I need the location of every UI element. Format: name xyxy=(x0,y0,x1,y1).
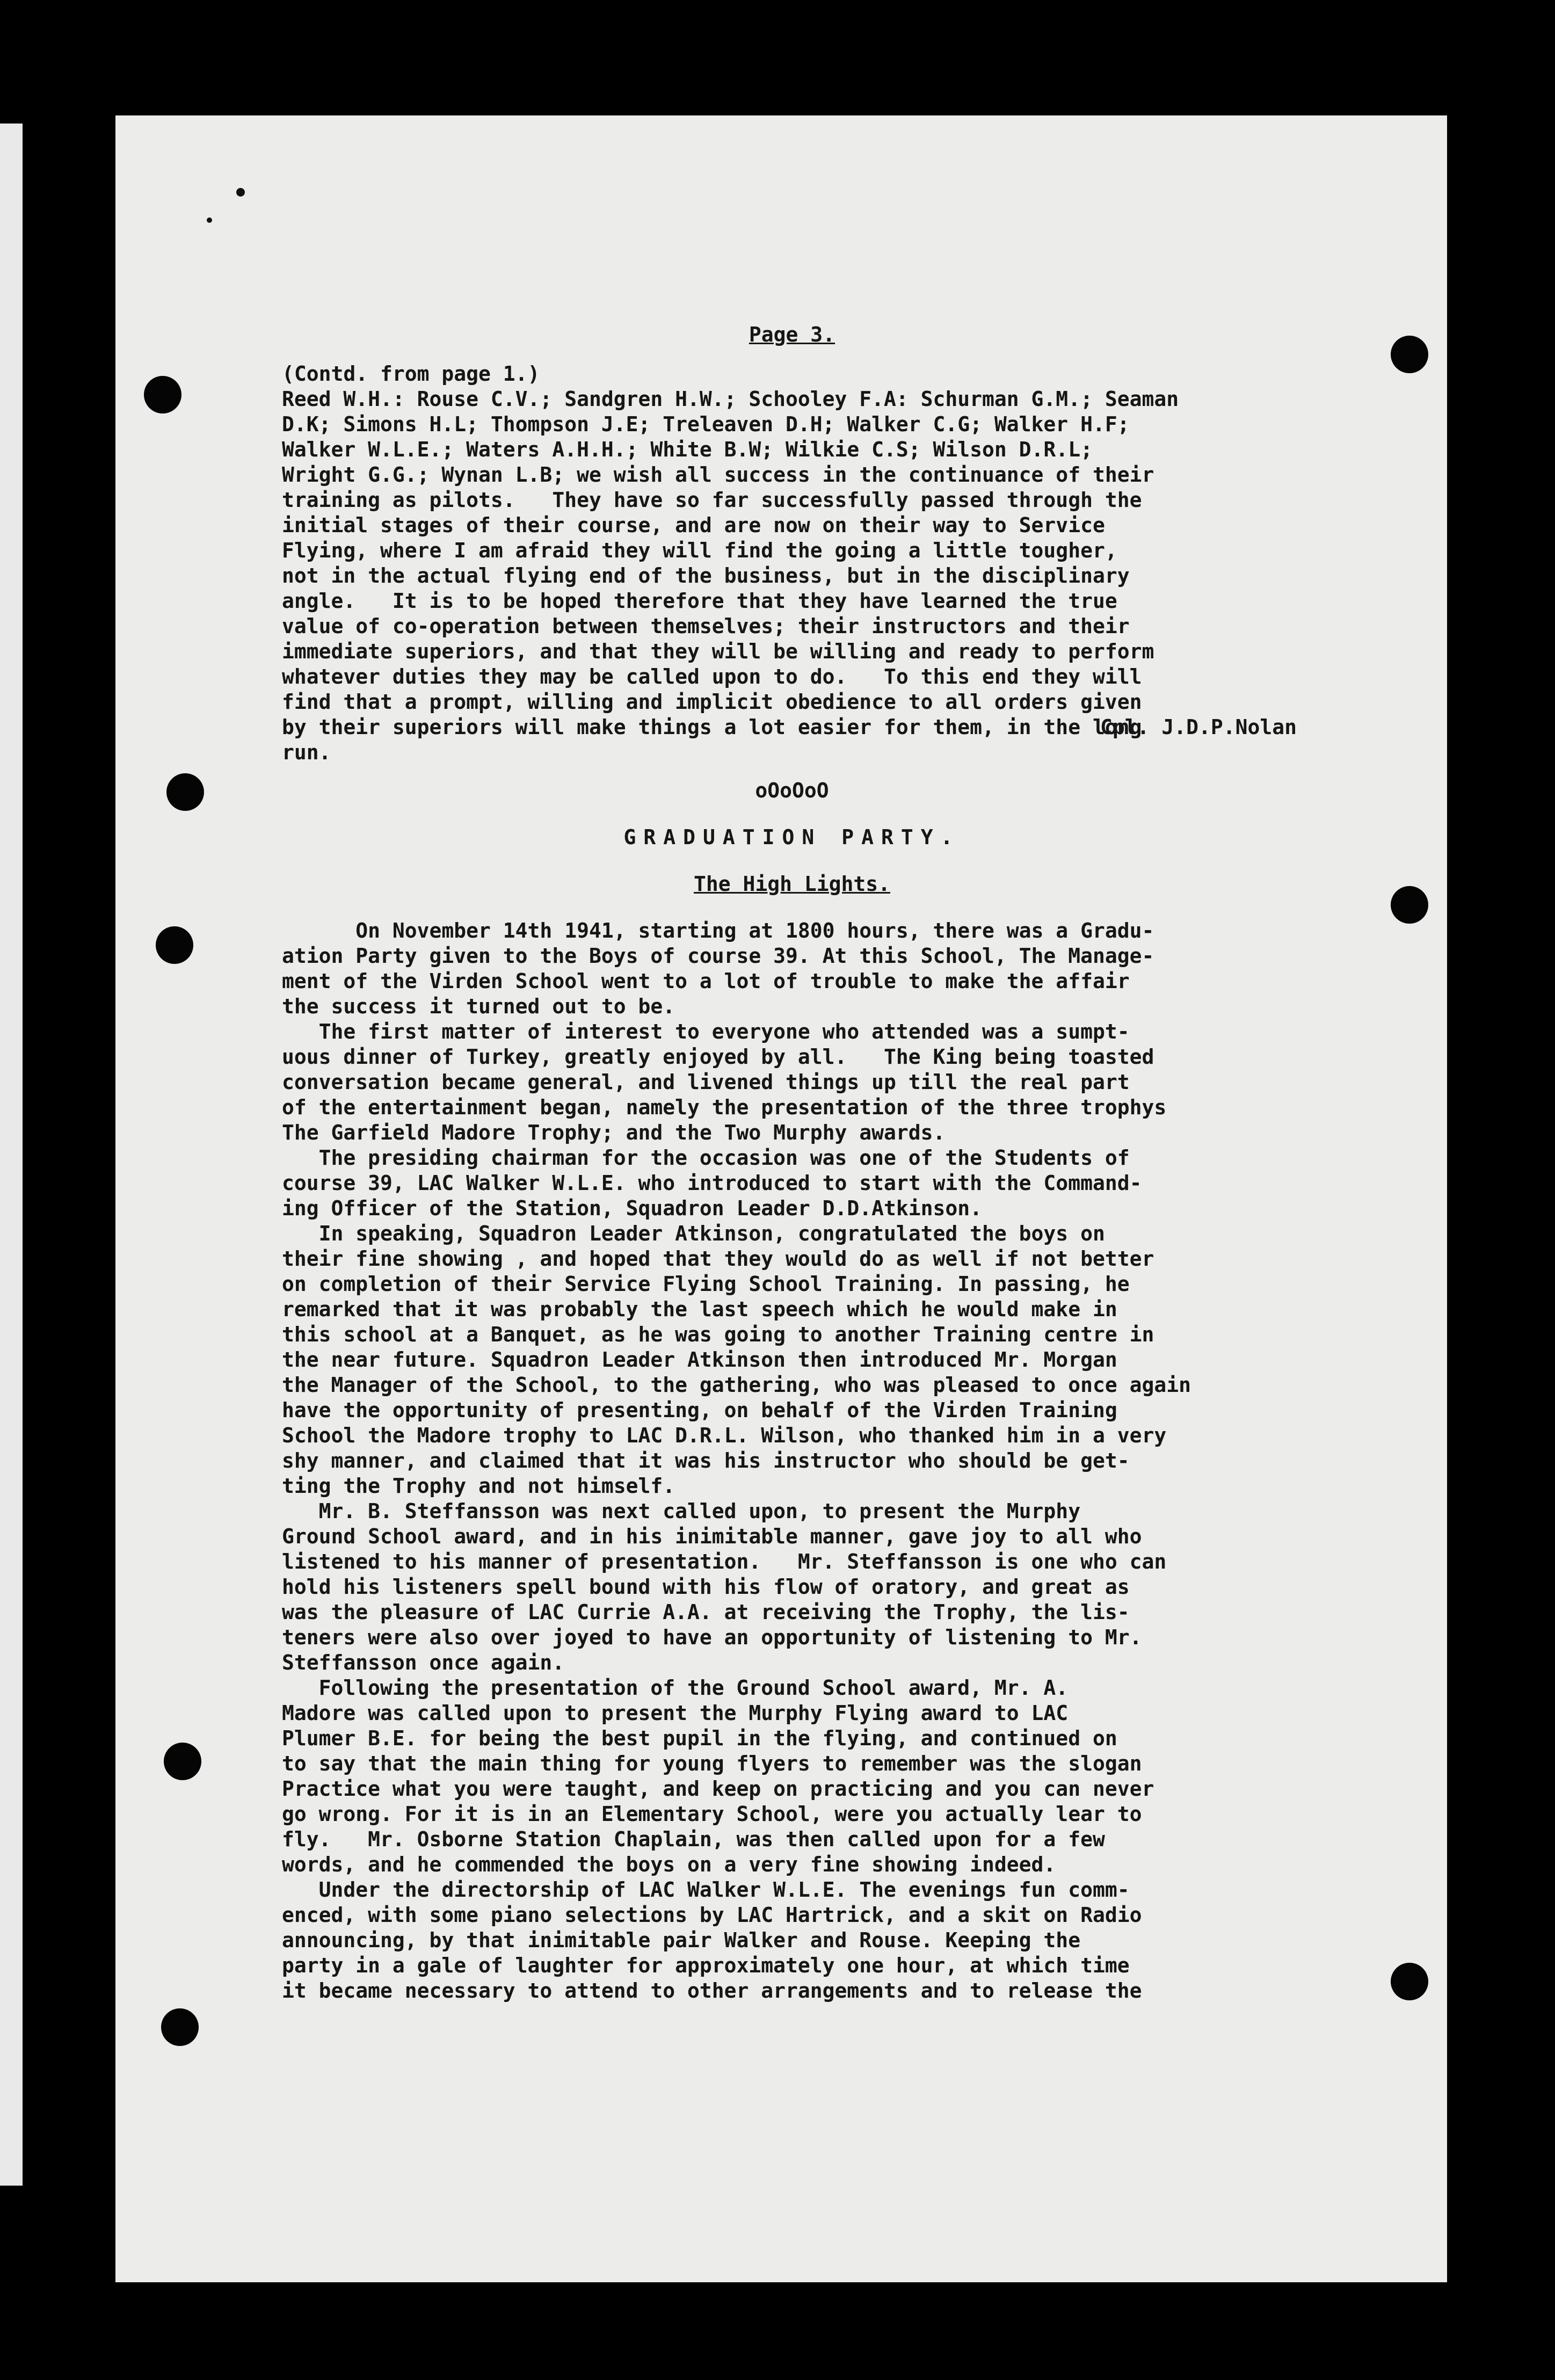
text-line: initial stages of their course, and are now on their way to Service xyxy=(282,513,1105,537)
text-line: Madore was called upon to present the Murphy Flying award to LAC xyxy=(282,1701,1069,1725)
text-line: was the pleasure of LAC Currie A.A. at receiving the Trophy, the lis- xyxy=(282,1600,1130,1624)
text-line: go wrong. For it is in an Elementary School, were you actually lear to xyxy=(282,1802,1142,1826)
page-number: Page 3. xyxy=(749,323,835,346)
text-line: course 39, LAC Walker W.L.E. who introduced to start with the Command- xyxy=(282,1171,1142,1195)
text-line: this school at a Banquet, as he was going to another Training centre in xyxy=(282,1323,1154,1346)
text-line: announcing, by that inimitable pair Walker and Rouse. Keeping the xyxy=(282,1928,1081,1952)
text-line: ment of the Virden School went to a lot of trouble to make the affair xyxy=(282,969,1130,993)
text-line: The presiding chairman for the occasion was one of the Students of xyxy=(282,1146,1130,1170)
text-line: to say that the main thing for young flyers to remember was the slogan xyxy=(282,1752,1142,1775)
signature: Cpl. J.D.P.Nolan xyxy=(1100,715,1297,739)
text-line: have the opportunity of presenting, on behalf of the Virden Training xyxy=(282,1398,1117,1422)
text-line: The first matter of interest to everyone who attended was a sumpt- xyxy=(282,1020,1130,1043)
text-line: the success it turned out to be. xyxy=(282,995,675,1018)
text-line: on completion of their Service Flying School Training. In passing, he xyxy=(282,1272,1130,1296)
text-line: Steffansson once again. xyxy=(282,1651,565,1674)
text-line: shy manner, and claimed that it was his instructor who should be get- xyxy=(282,1449,1130,1472)
text-line: Wright G.G.; Wynan L.B; we wish all success in the continuance of their xyxy=(282,463,1154,487)
document-text xyxy=(282,322,1302,2004)
text-line: The Garfield Madore Trophy; and the Two Murphy awards. xyxy=(282,1121,946,1144)
punch-hole-right-1 xyxy=(1391,336,1428,373)
text-line: ing Officer of the Station, Squadron Leader D.D.Atkinson. xyxy=(282,1196,983,1220)
text-line: ation Party given to the Boys of course 39. At this School, The Manage- xyxy=(282,944,1154,968)
text-line: listened to his manner of presentation. Mr. Steffansson is one who can xyxy=(282,1550,1167,1573)
text-line: Reed W.H.: Rouse C.V.; Sandgren H.W.; Schooley F.A: Schurman G.M.; Seaman xyxy=(282,387,1179,411)
text-line: D.K; Simons H.L; Thompson J.E; Treleaven D.H; Walker C.G; Walker H.F; xyxy=(282,412,1130,436)
text-line: remarked that it was probably the last speech which he would make in xyxy=(282,1297,1117,1321)
text-line: Mr. B. Steffansson was next called upon, to present the Murphy xyxy=(282,1499,1081,1523)
adjacent-page-edge xyxy=(0,124,23,2186)
text-line: hold his listeners spell bound with his flow of oratory, and great as xyxy=(282,1575,1130,1599)
text-line: conversation became general, and livened things up till the real part xyxy=(282,1070,1130,1094)
text-line: their fine showing , and hoped that they would do as well if not better xyxy=(282,1247,1154,1271)
text-line: On November 14th 1941, starting at 1800 hours, there was a Gradu- xyxy=(282,919,1154,942)
text-line: the near future. Squadron Leader Atkinson then introduced Mr. Morgan xyxy=(282,1348,1117,1372)
punch-hole-right-3 xyxy=(1391,1963,1428,2000)
text-line: of the entertainment began, namely the presentation of the three trophys xyxy=(282,1095,1167,1119)
text-line: (Contd. from page 1.) xyxy=(282,362,540,386)
text-line: uous dinner of Turkey, greatly enjoyed by all. The King being toasted xyxy=(282,1045,1154,1069)
text-line: Under the directorship of LAC Walker W.L.E. The evenings fun comm- xyxy=(282,1878,1130,1902)
text-line: whatever duties they may be called upon to do. To this end they will xyxy=(282,665,1142,688)
continued-section xyxy=(282,361,1302,765)
text-line: value of co-operation between themselves; their instructors and their xyxy=(282,614,1130,638)
punch-hole-left-1 xyxy=(144,376,181,413)
text-line: Ground School award, and in his inimitable manner, gave joy to all who xyxy=(282,1525,1142,1548)
text-line: find that a prompt, willing and implicit obedience to all orders given xyxy=(282,690,1142,714)
ink-speck xyxy=(207,217,212,223)
text-line: by their superiors will make things a lot easier for them, in the long xyxy=(282,715,1142,739)
text-line: words, and he commended the boys on a very fine showing indeed. xyxy=(282,1853,1056,1876)
punch-hole-left-5 xyxy=(161,2008,199,2046)
text-line: immediate superiors, and that they will be willing and ready to perform xyxy=(282,640,1154,663)
text-line: Walker W.L.E.; Waters A.H.H.; White B.W; Wilkie C.S; Wilson D.R.L; xyxy=(282,438,1093,461)
text-line: the Manager of the School, to the gathering, who was pleased to once again xyxy=(282,1373,1191,1397)
text-line: Flying, where I am afraid they will find the going a little tougher, xyxy=(282,539,1117,562)
text-line: Plumer B.E. for being the best pupil in the flying, and continued on xyxy=(282,1726,1117,1750)
punch-hole-left-4 xyxy=(164,1743,201,1780)
text-line: In speaking, Squadron Leader Atkinson, congratulated the boys on xyxy=(282,1222,1105,1245)
punch-hole-right-2 xyxy=(1391,886,1428,924)
text-line: party in a gale of laughter for approximately one hour, at which time xyxy=(282,1954,1130,1977)
text-line: fly. Mr. Osborne Station Chaplain, was then called upon for a few xyxy=(282,1827,1105,1851)
text-line: Practice what you were taught, and keep on practicing and you can never xyxy=(282,1777,1154,1801)
text-line: it became necessary to attend to other arrangements and to release the xyxy=(282,1979,1142,2002)
text-line: teners were also over joyed to have an opportunity of listening to Mr. xyxy=(282,1626,1142,1649)
article-body xyxy=(282,918,1302,2004)
text-line: ting the Trophy and not himself. xyxy=(282,1474,675,1498)
text-line: School the Madore trophy to LAC D.R.L. Wilson, who thanked him in a very xyxy=(282,1424,1167,1447)
text-line: angle. It is to be hoped therefore that they have learned the true xyxy=(282,589,1117,613)
text-line: Following the presentation of the Ground School award, Mr. A. xyxy=(282,1676,1069,1700)
text-line: enced, with some piano selections by LAC Hartrick, and a skit on Radio xyxy=(282,1903,1142,1927)
punch-hole-left-3 xyxy=(156,926,193,964)
ink-speck xyxy=(236,188,245,197)
text-line: run. xyxy=(282,741,331,764)
section-title: GRADUATION PARTY. xyxy=(623,825,961,849)
text-line: training as pilots. They have so far successfully passed through the xyxy=(282,488,1142,512)
divider: oOoOoO xyxy=(755,779,829,802)
text-line: not in the actual flying end of the business, but in the disciplinary xyxy=(282,564,1130,587)
section-subtitle: The High Lights. xyxy=(693,872,891,896)
punch-hole-left-2 xyxy=(166,773,204,811)
